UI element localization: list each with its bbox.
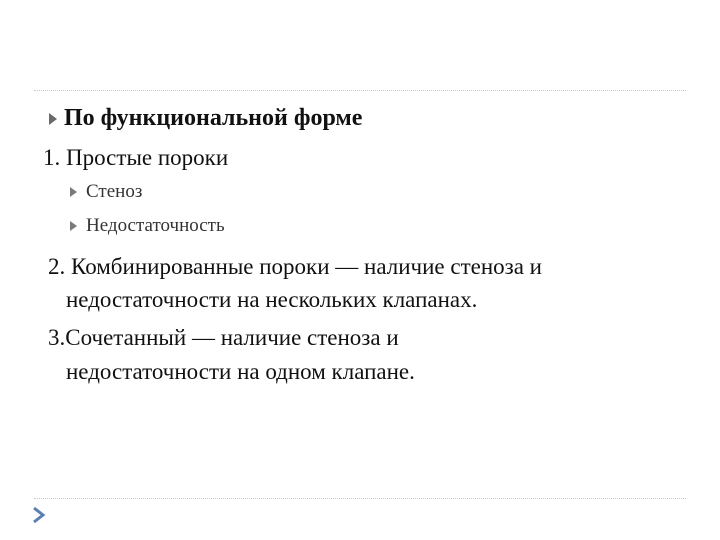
triangle-bullet-icon	[70, 187, 77, 197]
list-item-combined-line1: 2. Комбинированные пороки — наличие стеноза и	[48, 254, 542, 279]
list-item-associated-line2: недостаточности на одном клапане.	[66, 359, 415, 384]
list-item-associated-line1: 3.Сочетанный — наличие стеноза и	[48, 325, 399, 350]
sub-item-insufficiency: Недостаточность	[86, 215, 225, 236]
bottom-divider	[34, 498, 686, 499]
triangle-bullet-icon	[49, 113, 57, 125]
triangle-bullet-icon	[70, 221, 77, 231]
list-item-combined-line2: недостаточности на нескольких клапанах.	[66, 287, 478, 312]
list-item-simple-defects: 1. Простые пороки	[43, 145, 229, 170]
top-divider	[34, 90, 686, 91]
section-heading: По функциональной форме	[64, 105, 363, 131]
chevron-right-icon[interactable]	[32, 506, 46, 524]
sub-item-stenosis: Стеноз	[86, 181, 143, 202]
